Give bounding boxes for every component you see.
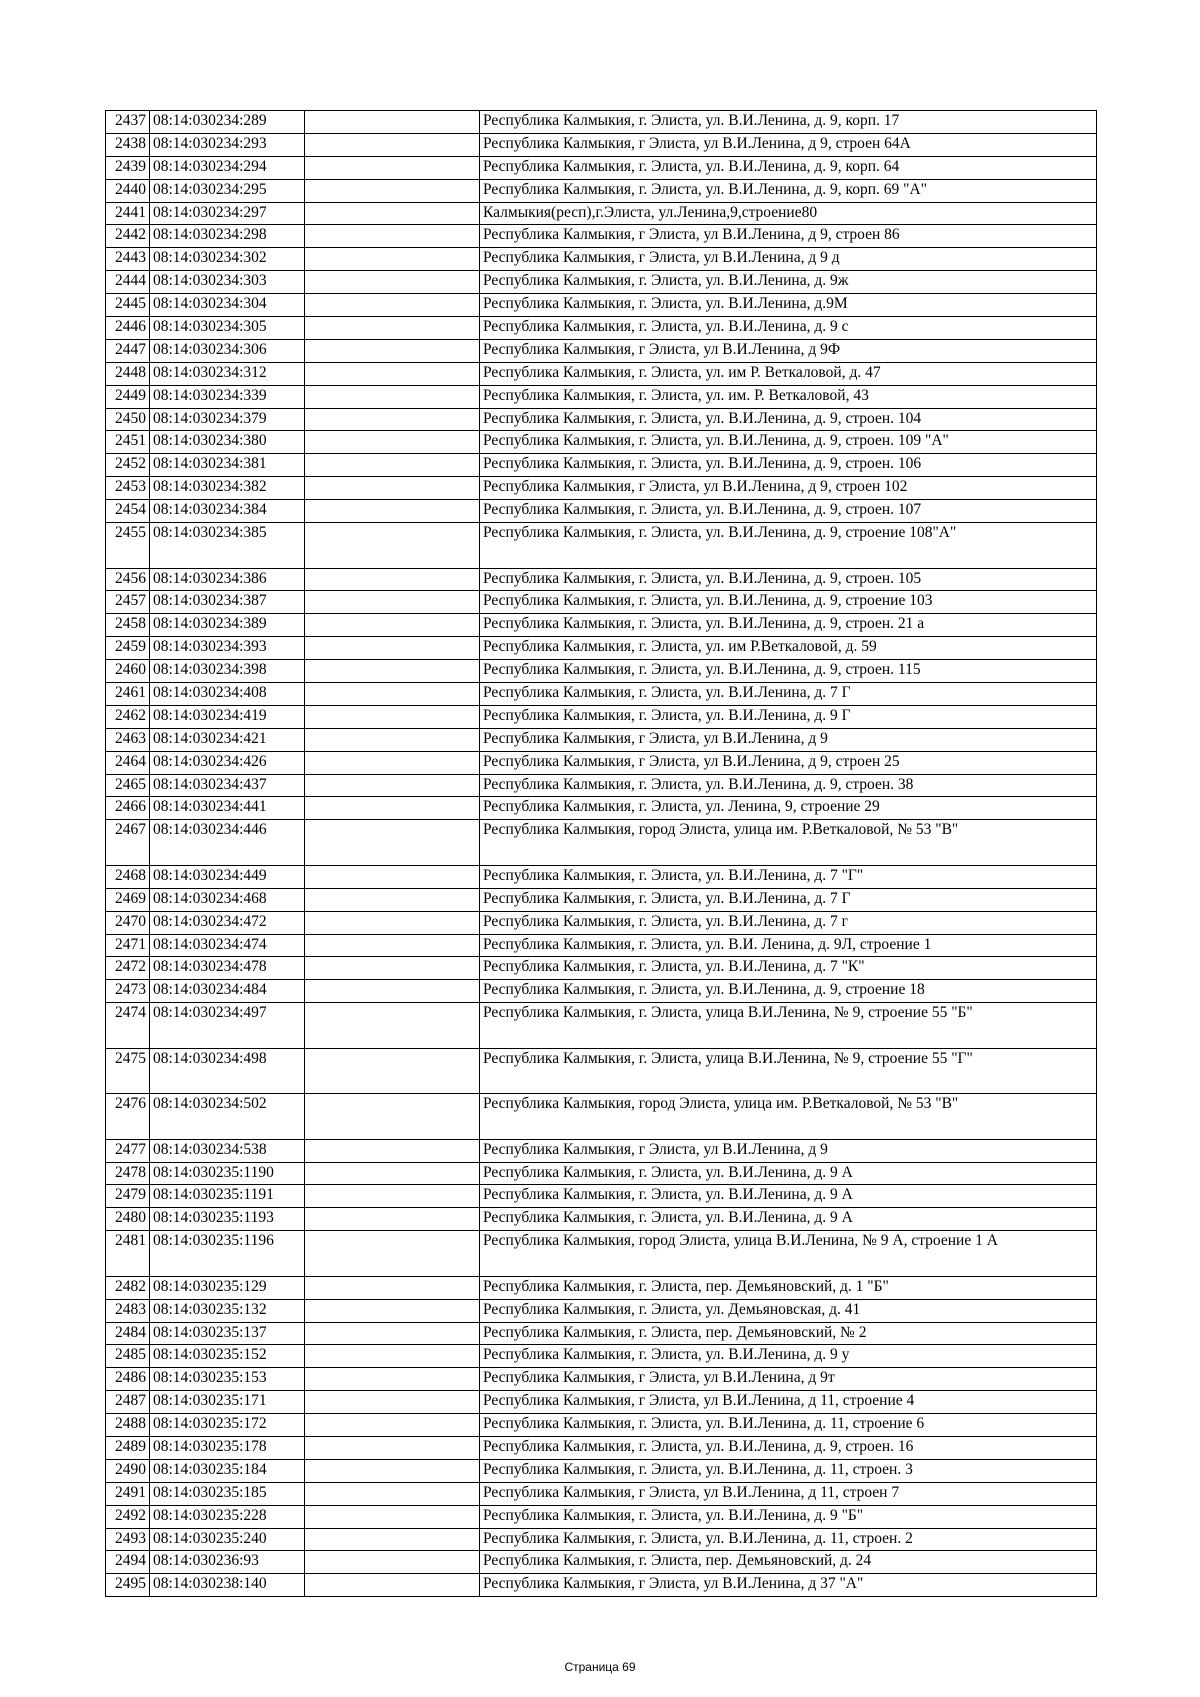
empty-cell (305, 156, 480, 179)
cadastral-number-cell: 08:14:030234:384 (150, 500, 305, 523)
table-row (106, 637, 1097, 660)
table-row (106, 454, 1097, 477)
address-cell: Республика Калмыкия, г. Элиста, ул. им Р. Веткаловой, д. 47 (480, 362, 1097, 385)
row-number-cell: 2459 (106, 637, 150, 660)
empty-cell (305, 614, 480, 637)
empty-cell (305, 385, 480, 408)
cadastral-number-cell: 08:14:030234:302 (150, 248, 305, 271)
table-row (106, 774, 1097, 797)
address-cell: Республика Калмыкия, г. Элиста, ул. В.И.Ленина, д. 11, строение 6 (480, 1414, 1097, 1437)
empty-cell (305, 591, 480, 614)
cadastral-number-cell: 08:14:030234:380 (150, 431, 305, 454)
address-cell: Республика Калмыкия, г. Элиста, ул. В.И.Ленина, д. 9, строен. 16 (480, 1436, 1097, 1459)
cadastral-number-cell: 08:14:030234:306 (150, 339, 305, 362)
table-row (106, 1391, 1097, 1414)
empty-cell (305, 1276, 480, 1299)
cadastral-number-cell: 08:14:030235:129 (150, 1276, 305, 1299)
address-cell: Республика Калмыкия, г Элиста, ул В.И.Ленина, д 11, строение 4 (480, 1391, 1097, 1414)
cadastral-number-cell: 08:14:030234:449 (150, 865, 305, 888)
cadastral-number-cell: 08:14:030234:298 (150, 225, 305, 248)
table-row (106, 317, 1097, 340)
address-cell: Республика Калмыкия, г. Элиста, ул. В.И.Ленина, д.9М (480, 294, 1097, 317)
table-row (106, 957, 1097, 980)
table-row (106, 797, 1097, 820)
address-cell: Республика Калмыкия, г. Элиста, пер. Демьяновский, д. 1 "Б" (480, 1276, 1097, 1299)
cadastral-number-cell: 08:14:030234:446 (150, 820, 305, 866)
row-number-cell: 2495 (106, 1574, 150, 1597)
row-number-cell: 2439 (106, 156, 150, 179)
row-number-cell: 2442 (106, 225, 150, 248)
cadastral-number-cell: 08:14:030234:312 (150, 362, 305, 385)
address-cell: Республика Калмыкия, г. Элиста, ул. В.И.Ленина, д. 9 А (480, 1185, 1097, 1208)
empty-cell (305, 133, 480, 156)
row-number-cell: 2487 (106, 1391, 150, 1414)
empty-cell (305, 637, 480, 660)
address-cell: Республика Калмыкия, г. Элиста, улица В.И.Ленина, № 9, строение 55 "Г" (480, 1048, 1097, 1094)
row-number-cell: 2491 (106, 1482, 150, 1505)
row-number-cell: 2478 (106, 1162, 150, 1185)
empty-cell (305, 1459, 480, 1482)
address-cell: Республика Калмыкия, город Элиста, улица им. Р.Веткаловой, № 53 "В" (480, 1094, 1097, 1140)
table-row (106, 179, 1097, 202)
table-row (106, 1231, 1097, 1277)
row-number-cell: 2471 (106, 934, 150, 957)
address-cell: Республика Калмыкия, г. Элиста, пер. Демьяновский, д. 24 (480, 1551, 1097, 1574)
table-row (106, 705, 1097, 728)
address-cell: Республика Калмыкия, г. Элиста, улица В.И.Ленина, № 9, строение 55 "Б" (480, 1003, 1097, 1049)
row-number-cell: 2463 (106, 728, 150, 751)
empty-cell (305, 820, 480, 866)
empty-cell (305, 1139, 480, 1162)
row-number-cell: 2483 (106, 1299, 150, 1322)
cadastral-number-cell: 08:14:030234:385 (150, 523, 305, 569)
empty-cell (305, 1162, 480, 1185)
address-cell: Республика Калмыкия, г Элиста, ул В.И.Ленина, д 9Ф (480, 339, 1097, 362)
empty-cell (305, 1322, 480, 1345)
table-row (106, 339, 1097, 362)
table-row (106, 156, 1097, 179)
cadastral-number-cell: 08:14:030234:297 (150, 202, 305, 225)
address-cell: Республика Калмыкия, г. Элиста, ул. В.И.Ленина, д. 9, строен. 104 (480, 408, 1097, 431)
table-row (106, 1094, 1097, 1140)
address-cell: Республика Калмыкия, г. Элиста, ул. Демьяновская, д. 41 (480, 1299, 1097, 1322)
address-cell: Республика Калмыкия, г Элиста, ул В.И.Ленина, д 9, строен 25 (480, 751, 1097, 774)
address-cell: Республика Калмыкия, г. Элиста, ул. В.И.Ленина, д. 9, строение 103 (480, 591, 1097, 614)
cadastral-number-cell: 08:14:030235:132 (150, 1299, 305, 1322)
registry-table (105, 110, 1097, 1597)
empty-cell (305, 179, 480, 202)
address-cell: Республика Калмыкия, г. Элиста, ул. В.И.Ленина, д. 9 у (480, 1345, 1097, 1368)
cadastral-number-cell: 08:14:030234:441 (150, 797, 305, 820)
cadastral-number-cell: 08:14:030234:389 (150, 614, 305, 637)
row-number-cell: 2488 (106, 1414, 150, 1437)
address-cell: Республика Калмыкия, г Элиста, ул В.И.Ленина, д 11, строен 7 (480, 1482, 1097, 1505)
cadastral-number-cell: 08:14:030234:339 (150, 385, 305, 408)
cadastral-number-cell: 08:14:030236:93 (150, 1551, 305, 1574)
table-row (106, 980, 1097, 1003)
address-cell: Республика Калмыкия, г. Элиста, ул. В.И.Ленина, д. 11, строен. 3 (480, 1459, 1097, 1482)
address-cell: Республика Калмыкия, г. Элиста, ул. В.И.Ленина, д. 9, строение 108"А" (480, 523, 1097, 569)
empty-cell (305, 1345, 480, 1368)
address-cell: Республика Калмыкия, г. Элиста, ул. В.И.Ленина, д. 9 "Б" (480, 1505, 1097, 1528)
cadastral-number-cell: 08:14:030234:502 (150, 1094, 305, 1140)
address-cell: Республика Калмыкия, г Элиста, ул В.И.Ленина, д 9 (480, 728, 1097, 751)
address-cell: Республика Калмыкия, г. Элиста, ул. В.И.Ленина, д. 9 А (480, 1208, 1097, 1231)
row-number-cell: 2446 (106, 317, 150, 340)
cadastral-number-cell: 08:14:030234:387 (150, 591, 305, 614)
cadastral-number-cell: 08:14:030235:1191 (150, 1185, 305, 1208)
cadastral-number-cell: 08:14:030235:1193 (150, 1208, 305, 1231)
empty-cell (305, 1574, 480, 1597)
cadastral-number-cell: 08:14:030234:398 (150, 660, 305, 683)
address-cell: Республика Калмыкия, г. Элиста, ул. В.И.Ленина, д. 7 г (480, 911, 1097, 934)
row-number-cell: 2443 (106, 248, 150, 271)
empty-cell (305, 111, 480, 134)
table-row (106, 1276, 1097, 1299)
address-cell: Республика Калмыкия, г. Элиста, ул. В.И.Ленина, д. 9, строение 18 (480, 980, 1097, 1003)
table-row (106, 1574, 1097, 1597)
address-cell: Республика Калмыкия, г. Элиста, ул. В.И.Ленина, д. 9ж (480, 271, 1097, 294)
table-row (106, 1185, 1097, 1208)
empty-cell (305, 523, 480, 569)
table-row (106, 294, 1097, 317)
cadastral-number-cell: 08:14:030234:393 (150, 637, 305, 660)
empty-cell (305, 1391, 480, 1414)
cadastral-number-cell: 08:14:030234:379 (150, 408, 305, 431)
cadastral-number-cell: 08:14:030235:228 (150, 1505, 305, 1528)
cadastral-number-cell: 08:14:030234:303 (150, 271, 305, 294)
table-row (106, 911, 1097, 934)
address-cell: Республика Калмыкия, г Элиста, ул В.И.Ленина, д 9 (480, 1139, 1097, 1162)
table-row (106, 660, 1097, 683)
address-cell: Республика Калмыкия, г. Элиста, ул. В.И.Ленина, д. 9, корп. 64 (480, 156, 1097, 179)
empty-cell (305, 682, 480, 705)
address-cell: Республика Калмыкия, г. Элиста, ул. В.И.Ленина, д. 9, строен. 115 (480, 660, 1097, 683)
row-number-cell: 2465 (106, 774, 150, 797)
row-number-cell: 2466 (106, 797, 150, 820)
row-number-cell: 2457 (106, 591, 150, 614)
table-row (106, 408, 1097, 431)
row-number-cell: 2474 (106, 1003, 150, 1049)
address-cell: Республика Калмыкия, г. Элиста, ул. Ленина, 9, строение 29 (480, 797, 1097, 820)
empty-cell (305, 202, 480, 225)
address-cell: Республика Калмыкия, город Элиста, улица В.И.Ленина, № 9 А, строение 1 А (480, 1231, 1097, 1277)
table-row (106, 1528, 1097, 1551)
row-number-cell: 2461 (106, 682, 150, 705)
empty-cell (305, 454, 480, 477)
cadastral-number-cell: 08:14:030234:294 (150, 156, 305, 179)
row-number-cell: 2450 (106, 408, 150, 431)
table-row (106, 385, 1097, 408)
address-cell: Республика Калмыкия, город Элиста, улица им. Р.Веткаловой, № 53 "В" (480, 820, 1097, 866)
empty-cell (305, 294, 480, 317)
row-number-cell: 2449 (106, 385, 150, 408)
row-number-cell: 2473 (106, 980, 150, 1003)
cadastral-number-cell: 08:14:030235:172 (150, 1414, 305, 1437)
table-row (106, 500, 1097, 523)
cadastral-number-cell: 08:14:030234:472 (150, 911, 305, 934)
address-cell: Республика Калмыкия, г. Элиста, ул. В.И.Ленина, д. 9, строен. 105 (480, 568, 1097, 591)
empty-cell (305, 1048, 480, 1094)
address-cell: Республика Калмыкия, г Элиста, ул В.И.Ленина, д 9, строен 64А (480, 133, 1097, 156)
row-number-cell: 2482 (106, 1276, 150, 1299)
table-row (106, 1414, 1097, 1437)
address-cell: Республика Калмыкия, г Элиста, ул В.И.Ленина, д 9 д (480, 248, 1097, 271)
cadastral-number-cell: 08:14:030235:137 (150, 1322, 305, 1345)
cadastral-number-cell: 08:14:030234:386 (150, 568, 305, 591)
empty-cell (305, 728, 480, 751)
cadastral-number-cell: 08:14:030234:538 (150, 1139, 305, 1162)
row-number-cell: 2454 (106, 500, 150, 523)
empty-cell (305, 1482, 480, 1505)
address-cell: Республика Калмыкия, г. Элиста, ул. В.И.Ленина, д. 9, строен. 38 (480, 774, 1097, 797)
empty-cell (305, 1094, 480, 1140)
table-row (106, 248, 1097, 271)
address-cell: Республика Калмыкия, г. Элиста, ул. В.И.Ленина, д. 7 Г (480, 888, 1097, 911)
empty-cell (305, 1551, 480, 1574)
address-cell: Республика Калмыкия, г Элиста, ул В.И.Ленина, д 9, строен 102 (480, 477, 1097, 500)
empty-cell (305, 1231, 480, 1277)
table-row (106, 682, 1097, 705)
cadastral-number-cell: 08:14:030234:474 (150, 934, 305, 957)
cadastral-number-cell: 08:14:030235:178 (150, 1436, 305, 1459)
empty-cell (305, 568, 480, 591)
empty-cell (305, 1368, 480, 1391)
empty-cell (305, 477, 480, 500)
row-number-cell: 2490 (106, 1459, 150, 1482)
empty-cell (305, 957, 480, 980)
cadastral-number-cell: 08:14:030234:293 (150, 133, 305, 156)
empty-cell (305, 751, 480, 774)
empty-cell (305, 1299, 480, 1322)
row-number-cell: 2476 (106, 1094, 150, 1140)
table-row (106, 1505, 1097, 1528)
row-number-cell: 2486 (106, 1368, 150, 1391)
cadastral-number-cell: 08:14:030235:171 (150, 1391, 305, 1414)
table-row (106, 271, 1097, 294)
empty-cell (305, 225, 480, 248)
address-cell: Республика Калмыкия, г. Элиста, ул. В.И.Ленина, д. 9, строен. 106 (480, 454, 1097, 477)
address-cell: Республика Калмыкия, г. Элиста, ул. В.И.Ленина, д. 9, корп. 69 "А" (480, 179, 1097, 202)
table-row (106, 1139, 1097, 1162)
table-row (106, 568, 1097, 591)
empty-cell (305, 774, 480, 797)
cadastral-number-cell: 08:14:030235:1196 (150, 1231, 305, 1277)
row-number-cell: 2481 (106, 1231, 150, 1277)
empty-cell (305, 271, 480, 294)
row-number-cell: 2470 (106, 911, 150, 934)
address-cell: Республика Калмыкия, г. Элиста, ул. им. Р. Веткаловой, 43 (480, 385, 1097, 408)
table-row (106, 1162, 1097, 1185)
cadastral-number-cell: 08:14:030235:152 (150, 1345, 305, 1368)
row-number-cell: 2479 (106, 1185, 150, 1208)
row-number-cell: 2438 (106, 133, 150, 156)
cadastral-number-cell: 08:14:030234:426 (150, 751, 305, 774)
address-cell: Республика Калмыкия, г Элиста, ул В.И.Ленина, д 37 "А" (480, 1574, 1097, 1597)
empty-cell (305, 705, 480, 728)
table-row (106, 751, 1097, 774)
address-cell: Республика Калмыкия, г. Элиста, ул. В.И.Ленина, д. 9, строен. 107 (480, 500, 1097, 523)
empty-cell (305, 1185, 480, 1208)
cadastral-number-cell: 08:14:030234:484 (150, 980, 305, 1003)
row-number-cell: 2458 (106, 614, 150, 637)
cadastral-number-cell: 08:14:030234:498 (150, 1048, 305, 1094)
empty-cell (305, 1528, 480, 1551)
address-cell: Республика Калмыкия, г. Элиста, ул. В.И.Ленина, д. 7 "Г" (480, 865, 1097, 888)
address-cell: Республика Калмыкия, г. Элиста, ул. В.И.Ленина, д. 9, строен. 109 "А" (480, 431, 1097, 454)
cadastral-number-cell: 08:14:030234:289 (150, 111, 305, 134)
row-number-cell: 2452 (106, 454, 150, 477)
empty-cell (305, 865, 480, 888)
table-row (106, 614, 1097, 637)
row-number-cell: 2444 (106, 271, 150, 294)
row-number-cell: 2468 (106, 865, 150, 888)
row-number-cell: 2477 (106, 1139, 150, 1162)
empty-cell (305, 500, 480, 523)
address-cell: Республика Калмыкия, г. Элиста, ул. В.И.Ленина, д. 7 "К" (480, 957, 1097, 980)
table-row (106, 111, 1097, 134)
row-number-cell: 2441 (106, 202, 150, 225)
row-number-cell: 2460 (106, 660, 150, 683)
row-number-cell: 2451 (106, 431, 150, 454)
row-number-cell: 2489 (106, 1436, 150, 1459)
table-row (106, 1003, 1097, 1049)
cadastral-number-cell: 08:14:030235:185 (150, 1482, 305, 1505)
cadastral-number-cell: 08:14:030234:295 (150, 179, 305, 202)
table-row (106, 1551, 1097, 1574)
table-row (106, 1459, 1097, 1482)
table-row (106, 1368, 1097, 1391)
address-cell: Республика Калмыкия, г. Элиста, ул. В.И.Ленина, д. 9 Г (480, 705, 1097, 728)
table-row (106, 934, 1097, 957)
empty-cell (305, 1003, 480, 1049)
row-number-cell: 2467 (106, 820, 150, 866)
row-number-cell: 2480 (106, 1208, 150, 1231)
row-number-cell: 2493 (106, 1528, 150, 1551)
table-row (106, 1482, 1097, 1505)
row-number-cell: 2447 (106, 339, 150, 362)
cadastral-number-cell: 08:14:030235:184 (150, 1459, 305, 1482)
address-cell: Республика Калмыкия, г Элиста, ул В.И.Ленина, д 9т (480, 1368, 1097, 1391)
table-row (106, 523, 1097, 569)
table-row (106, 888, 1097, 911)
table-row (106, 202, 1097, 225)
address-cell: Республика Калмыкия, г. Элиста, ул. В.И.Ленина, д. 7 Г (480, 682, 1097, 705)
row-number-cell: 2448 (106, 362, 150, 385)
empty-cell (305, 1436, 480, 1459)
cadastral-number-cell: 08:14:030234:304 (150, 294, 305, 317)
row-number-cell: 2469 (106, 888, 150, 911)
row-number-cell: 2437 (106, 111, 150, 134)
table-row (106, 133, 1097, 156)
address-cell: Республика Калмыкия, г. Элиста, ул. им Р.Веткаловой, д. 59 (480, 637, 1097, 660)
empty-cell (305, 1505, 480, 1528)
address-cell: Республика Калмыкия, г. Элиста, ул. В.И.Ленина, д. 9, корп. 17 (480, 111, 1097, 134)
empty-cell (305, 888, 480, 911)
row-number-cell: 2453 (106, 477, 150, 500)
cadastral-number-cell: 08:14:030235:240 (150, 1528, 305, 1551)
cadastral-number-cell: 08:14:030234:437 (150, 774, 305, 797)
table-row (106, 820, 1097, 866)
table-body (106, 111, 1097, 1597)
row-number-cell: 2485 (106, 1345, 150, 1368)
row-number-cell: 2464 (106, 751, 150, 774)
cadastral-number-cell: 08:14:030234:478 (150, 957, 305, 980)
row-number-cell: 2440 (106, 179, 150, 202)
table-row (106, 1048, 1097, 1094)
address-cell: Республика Калмыкия, г. Элиста, пер. Демьяновский, № 2 (480, 1322, 1097, 1345)
cadastral-number-cell: 08:14:030234:305 (150, 317, 305, 340)
empty-cell (305, 911, 480, 934)
empty-cell (305, 408, 480, 431)
row-number-cell: 2472 (106, 957, 150, 980)
table-row (106, 1436, 1097, 1459)
table-row (106, 1299, 1097, 1322)
table-row (106, 1322, 1097, 1345)
cadastral-number-cell: 08:14:030238:140 (150, 1574, 305, 1597)
address-cell: Республика Калмыкия, г Элиста, ул В.И.Ленина, д 9, строен 86 (480, 225, 1097, 248)
empty-cell (305, 431, 480, 454)
empty-cell (305, 339, 480, 362)
row-number-cell: 2445 (106, 294, 150, 317)
empty-cell (305, 1208, 480, 1231)
row-number-cell: 2462 (106, 705, 150, 728)
address-cell: Республика Калмыкия, г. Элиста, ул. В.И. Ленина, д. 9Л, строение 1 (480, 934, 1097, 957)
empty-cell (305, 362, 480, 385)
row-number-cell: 2494 (106, 1551, 150, 1574)
table-row (106, 431, 1097, 454)
table-row (106, 362, 1097, 385)
row-number-cell: 2456 (106, 568, 150, 591)
cadastral-number-cell: 08:14:030235:153 (150, 1368, 305, 1391)
cadastral-number-cell: 08:14:030234:381 (150, 454, 305, 477)
cadastral-number-cell: 08:14:030234:497 (150, 1003, 305, 1049)
empty-cell (305, 660, 480, 683)
cadastral-number-cell: 08:14:030234:419 (150, 705, 305, 728)
table-row (106, 1345, 1097, 1368)
cadastral-number-cell: 08:14:030234:408 (150, 682, 305, 705)
cadastral-number-cell: 08:14:030234:468 (150, 888, 305, 911)
address-cell: Республика Калмыкия, г. Элиста, ул. В.И.Ленина, д. 9 с (480, 317, 1097, 340)
table-row (106, 728, 1097, 751)
address-cell: Республика Калмыкия, г. Элиста, ул. В.И.Ленина, д. 9, строен. 21 а (480, 614, 1097, 637)
cadastral-number-cell: 08:14:030234:382 (150, 477, 305, 500)
row-number-cell: 2492 (106, 1505, 150, 1528)
address-cell: Республика Калмыкия, г. Элиста, ул. В.И.Ленина, д. 11, строен. 2 (480, 1528, 1097, 1551)
table-row (106, 865, 1097, 888)
cadastral-number-cell: 08:14:030235:1190 (150, 1162, 305, 1185)
address-cell: Калмыкия(респ),г.Элиста, ул.Ленина,9,строение80 (480, 202, 1097, 225)
empty-cell (305, 934, 480, 957)
table-row (106, 225, 1097, 248)
page-number: Страница 69 (564, 1660, 636, 1674)
empty-cell (305, 1414, 480, 1437)
empty-cell (305, 980, 480, 1003)
table-row (106, 1208, 1097, 1231)
table-row (106, 591, 1097, 614)
empty-cell (305, 797, 480, 820)
cadastral-number-cell: 08:14:030234:421 (150, 728, 305, 751)
row-number-cell: 2484 (106, 1322, 150, 1345)
empty-cell (305, 317, 480, 340)
address-cell: Республика Калмыкия, г. Элиста, ул. В.И.Ленина, д. 9 А (480, 1162, 1097, 1185)
empty-cell (305, 248, 480, 271)
row-number-cell: 2475 (106, 1048, 150, 1094)
row-number-cell: 2455 (106, 523, 150, 569)
table-row (106, 477, 1097, 500)
